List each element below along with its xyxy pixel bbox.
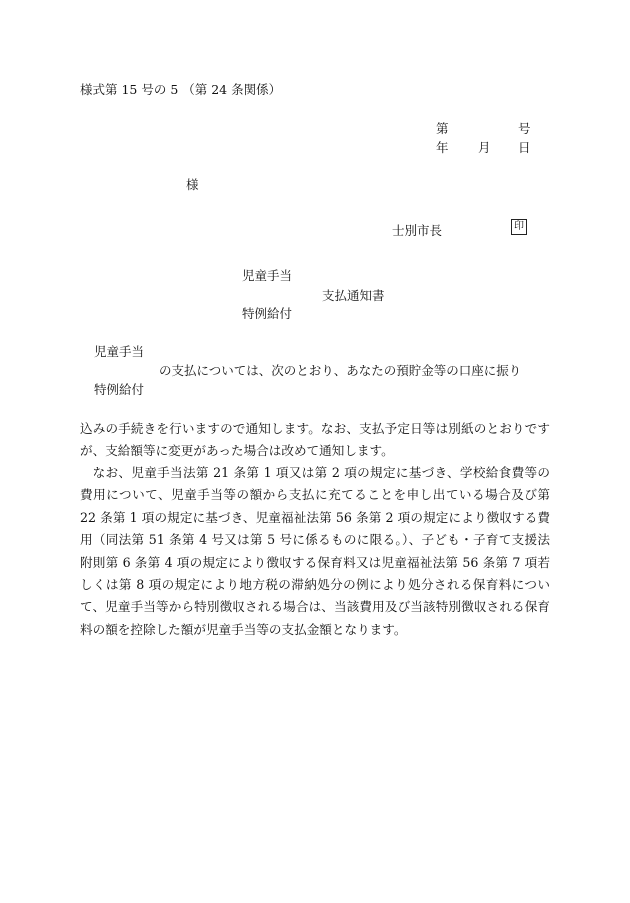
- title-special-benefit: 特例給付: [242, 306, 293, 321]
- body-first-line: の支払については、次のとおり、あなたの預貯金等の口座に振り: [159, 363, 522, 378]
- body-paragraph-2: なお、児童手当法第 21 条第 1 項又は第 2 項の規定に基づき、学校給食費等の費用について、児童手当等の額から支払に充てることを申し出ている場合及び第 22 条第 1 項の規定に基づき、児童福祉法第 56 条第 2 項の規定により徴収する費用（同法第 51 条第 4 号又は第 5 号に係るものに限る。）、子ども・子育て支援法附則第 6 条第 4 項の規定により徴収する保育料又は児童福祉法第 56 条第 7 項若しくは第 8 項の規定により地方税の滞納処分の例により処分される保育料について、児童手当等から特別徴収される場合は、当該費用及び当該特別徴収される保育料の額を控除した額が児童手当等の支払金額となります。: [80, 465, 550, 637]
- title-payment-notice: 支払通知書: [322, 288, 385, 303]
- issuer-mayor: 士別市長: [392, 223, 443, 238]
- date-month: 月: [478, 140, 491, 155]
- body-option-special: 特例給付: [94, 382, 145, 397]
- title-child-allowance: 児童手当: [242, 268, 293, 283]
- date-day: 日: [518, 140, 531, 155]
- date-year: 年: [436, 140, 449, 155]
- reference-dai: 第: [436, 121, 449, 136]
- body-option-allowance: 児童手当: [94, 344, 145, 359]
- addressee-sama: 様: [186, 177, 199, 192]
- form-number: 様式第 15 号の 5 （第 24 条関係）: [80, 82, 282, 97]
- seal-stamp: 印: [511, 219, 527, 235]
- reference-go: 号: [518, 121, 531, 136]
- body-paragraph-1: 込みの手続きを行いますので通知します。なお、支払予定日等は別紙のとおりですが、支給額等に変更があった場合は改めて通知します。: [80, 421, 550, 459]
